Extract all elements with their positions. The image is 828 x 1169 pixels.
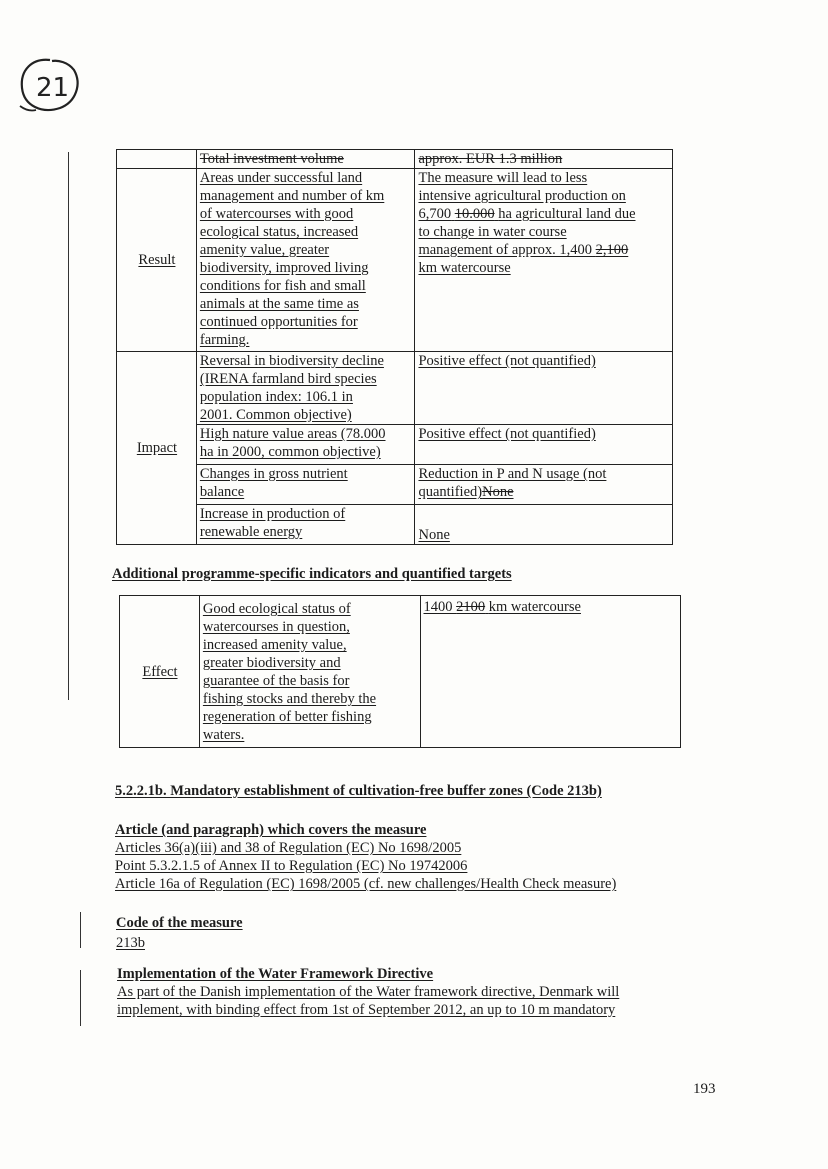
svg-text:21: 21 [36, 73, 70, 103]
impact-target-hnv: Positive effect (not quantified) [415, 425, 673, 465]
code-heading: Code of the measure [116, 915, 243, 931]
article-heading: Article (and paragraph) which covers the measure [115, 822, 427, 838]
effect-target: 1400 2100 km watercourse [420, 596, 681, 748]
result-label: Result [117, 169, 197, 352]
effect-table [119, 595, 681, 748]
impact-indicator-renewable: Increase in production of renewable energy [196, 505, 415, 545]
table-row [117, 352, 673, 425]
total-investment-value: approx. EUR 1.3 million [415, 150, 673, 169]
effect-indicator: Good ecological status of watercourses in question, increased amenity value, greater biodiversity and guarantee of the basis for fishing stocks and thereby the regeneration of better fishing waters. [199, 596, 420, 748]
table-row [117, 465, 673, 505]
section-5221b-heading: 5.2.2.1b. Mandatory establishment of cultivation-free buffer zones (Code 213b) [115, 783, 602, 799]
table-row [117, 169, 673, 352]
article-list [115, 839, 616, 893]
code-value: 213b [116, 935, 145, 951]
impact-target-biodiversity: Positive effect (not quantified) [415, 352, 673, 425]
impact-indicator-nutrient: Changes in gross nutrient balance [196, 465, 415, 505]
table-row [117, 150, 673, 169]
impact-label: Impact [117, 352, 197, 545]
table-row [117, 425, 673, 465]
change-bar-wfd [80, 970, 81, 1026]
wfd-heading: Implementation of the Water Framework Directive [117, 966, 434, 982]
wfd-paragraph: As part of the Danish implementation of the Water framework directive, Denmark will implement, with binding effect from 1st of September 2012, an up to 10 m mandatory [117, 984, 620, 1018]
article-line: Articles 36(a)(iii) and 38 of Regulation (EC) No 1698/2005 [115, 840, 462, 856]
indicators-table [116, 149, 673, 545]
total-investment-label: Total investment volume [196, 150, 415, 169]
handwritten-page-mark [14, 54, 86, 118]
impact-target-nutrient: Reduction in P and N usage (not quantified)None [415, 465, 673, 505]
impact-indicator-biodiversity: Reversal in biodiversity decline (IRENA farmland bird species population index: 106.1 in 2001. Common objective) [196, 352, 415, 425]
table-row [120, 596, 681, 748]
change-bar-code [80, 912, 81, 948]
effect-label: Effect [120, 596, 200, 748]
impact-target-renewable: None [415, 505, 673, 545]
change-bar-top [68, 152, 69, 700]
table-row [117, 505, 673, 545]
article-line: Article 16a of Regulation (EC) 1698/2005 (cf. new challenges/Health Check measure) [115, 876, 617, 892]
page-number: 193 [693, 1081, 716, 1097]
article-line: Point 5.3.2.1.5 of Annex II to Regulation (EC) No 19742006 [115, 858, 468, 874]
additional-indicators-heading: Additional programme-specific indicators and quantified targets [112, 566, 512, 582]
result-target: The measure will lead to less intensive agricultural production on 6,700 10.000 ha agricultural land due to change in water course management of approx. 1,400 2,100 km watercourse [415, 169, 673, 352]
impact-indicator-hnv: High nature value areas (78.000 ha in 2000, common objective) [196, 425, 415, 465]
result-indicator: Areas under successful land management and number of km of watercourses with good ecological status, increased amenity value, greater biodiversity, improved living conditions for fish and small animals at the same time as continued opportunities for farming. [196, 169, 415, 352]
